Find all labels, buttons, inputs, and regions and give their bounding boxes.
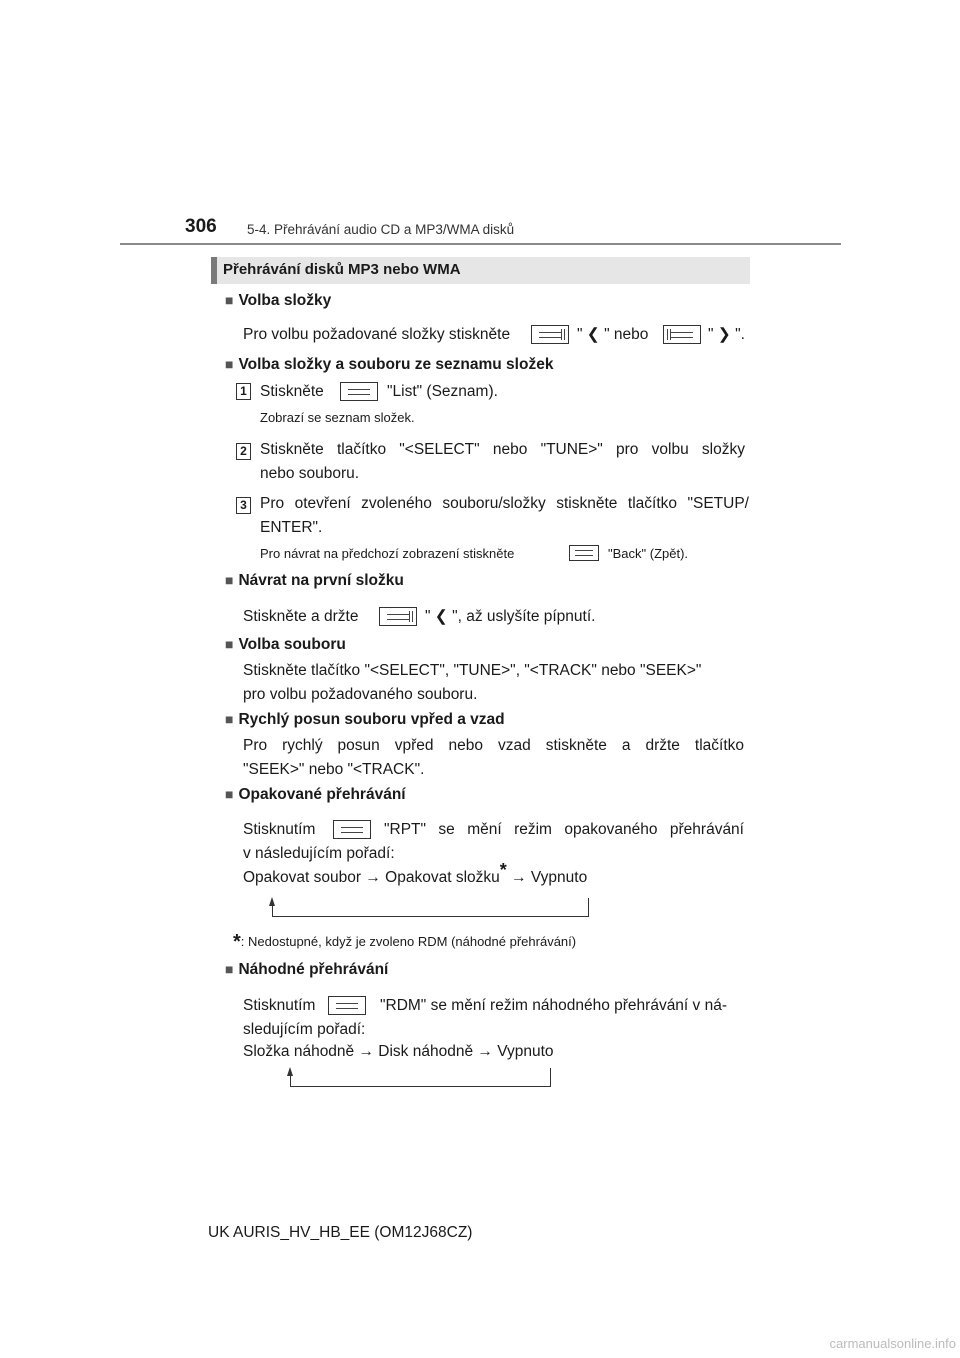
file-select-line1: Stiskněte tlačítko "<SELECT", "TUNE>", "<TRACK" nebo "SEEK>" — [243, 662, 702, 679]
loop-line — [272, 916, 588, 917]
folder-down-button-icon — [379, 607, 417, 626]
folder-up-button-icon — [663, 325, 701, 344]
step-3-line1: Pro otevření zvoleného souboru/složky stiskněte tlačítko "SETUP/ — [260, 495, 749, 512]
fast-line1: Pro rychlý posun vpřed nebo vzad stiskněte a držte tlačítko — [243, 737, 744, 754]
arrow-icon: → — [477, 1043, 493, 1060]
heading-text: Volba složky — [238, 292, 332, 309]
step-3-note: Pro návrat na předchozí zobrazení stiskněte — [260, 546, 515, 561]
step-1-text: Stiskněte — [260, 383, 324, 400]
heading-text: Opakované přehrávání — [238, 786, 406, 803]
return-first-text-b: " ❮ ", až uslyšíte pípnutí. — [425, 608, 596, 625]
repeat-seq-item: Vypnuto — [530, 869, 588, 886]
folder-select-text-c: " ❯ ". — [708, 326, 745, 343]
back-button-icon — [569, 545, 599, 561]
heading-folder-list — [225, 356, 553, 374]
arrow-icon: → — [511, 869, 527, 886]
loop-line — [550, 1068, 551, 1087]
bullet-icon: ■ — [225, 572, 234, 588]
heading-text: Návrat na první složku — [238, 572, 404, 589]
heading-text: Rychlý posun souboru vpřed a vzad — [238, 711, 505, 728]
step-1-text-b: "List" (Seznam). — [387, 383, 498, 400]
section-title: Přehrávání disků MP3 nebo WMA — [223, 261, 461, 278]
repeat-seq-item: Opakovat složku — [385, 869, 500, 886]
step-2-line1: Stiskněte tlačítko "<SELECT" nebo "TUNE>" pro volbu složky — [260, 441, 745, 458]
random-line1-a: Stisknutím — [243, 997, 316, 1014]
loop-line — [290, 1086, 550, 1087]
watermark: carmanualsonline.info — [829, 1336, 956, 1351]
bullet-icon: ■ — [225, 356, 234, 372]
bullet-icon: ■ — [225, 711, 234, 727]
random-sequence — [243, 1040, 554, 1064]
asterisk-icon: * — [499, 859, 507, 880]
arrow-icon: → — [358, 1043, 374, 1060]
repeat-line2: v následujícím pořadí: — [243, 845, 395, 862]
step-3-note-b: "Back" (Zpět). — [608, 546, 689, 561]
step-number-3: 3 — [236, 497, 251, 514]
bullet-icon: ■ — [225, 636, 234, 652]
step-number-2: 2 — [236, 443, 251, 460]
repeat-footnote — [233, 931, 576, 954]
heading-file-select — [225, 636, 346, 654]
rpt-button-icon — [333, 820, 371, 839]
bullet-icon: ■ — [225, 292, 234, 308]
arrow-icon: → — [365, 869, 381, 886]
repeat-line1-a: Stisknutím — [243, 821, 316, 838]
chapter-title: 5-4. Přehrávání audio CD a MP3/WMA disků — [247, 222, 515, 237]
loop-line — [272, 903, 273, 917]
folder-down-button-icon — [531, 325, 569, 344]
random-line1-b: "RDM" se mění režim náhodného přehrávání v ná- — [380, 997, 728, 1014]
loop-line — [588, 898, 589, 917]
heading-repeat — [225, 786, 406, 804]
folder-select-text-b: " ❮ " nebo — [577, 326, 649, 343]
fast-line2: "SEEK>" nebo "<TRACK". — [243, 761, 425, 778]
repeat-sequence — [243, 859, 588, 890]
list-button-icon — [340, 382, 378, 401]
asterisk-icon: * — [233, 931, 241, 953]
loop-line — [290, 1073, 291, 1087]
heading-fast — [225, 711, 505, 729]
random-seq-item: Vypnuto — [497, 1043, 554, 1060]
rdm-button-icon — [328, 996, 366, 1015]
bullet-icon: ■ — [225, 961, 234, 977]
repeat-line1-b: "RPT" se mění režim opakovaného přehrávání — [384, 821, 744, 838]
heading-text: Volba složky a souboru ze seznamu složek — [238, 356, 554, 373]
return-first-text: Stiskněte a držte — [243, 608, 359, 625]
footnote-text: : Nedostupné, když je zvoleno RDM (náhodné přehrávání) — [240, 934, 577, 949]
file-select-line2: pro volbu požadovaného souboru. — [243, 686, 478, 703]
random-seq-item: Disk náhodně — [378, 1043, 474, 1060]
step-number-1: 1 — [236, 383, 251, 400]
heading-text: Náhodné přehrávání — [238, 961, 389, 978]
step-2-line2: nebo souboru. — [260, 465, 360, 482]
heading-return-first — [225, 572, 404, 590]
heading-text: Volba souboru — [238, 636, 346, 653]
repeat-seq-item: Opakovat soubor — [243, 869, 362, 886]
step-3-line2: ENTER". — [260, 519, 323, 536]
page-number: 306 — [185, 216, 217, 237]
random-line2: sledujícím pořadí: — [243, 1021, 366, 1038]
footer-model: UK AURIS_HV_HB_EE (OM12J68CZ) — [208, 1224, 473, 1241]
folder-select-text: Pro volbu požadované složky stiskněte — [243, 326, 511, 343]
header-rule — [120, 243, 841, 245]
heading-folder-select — [225, 292, 331, 310]
heading-random — [225, 961, 388, 979]
step-1-note: Zobrazí se seznam složek. — [260, 410, 415, 425]
random-seq-item: Složka náhodně — [243, 1043, 355, 1060]
bullet-icon: ■ — [225, 786, 234, 802]
